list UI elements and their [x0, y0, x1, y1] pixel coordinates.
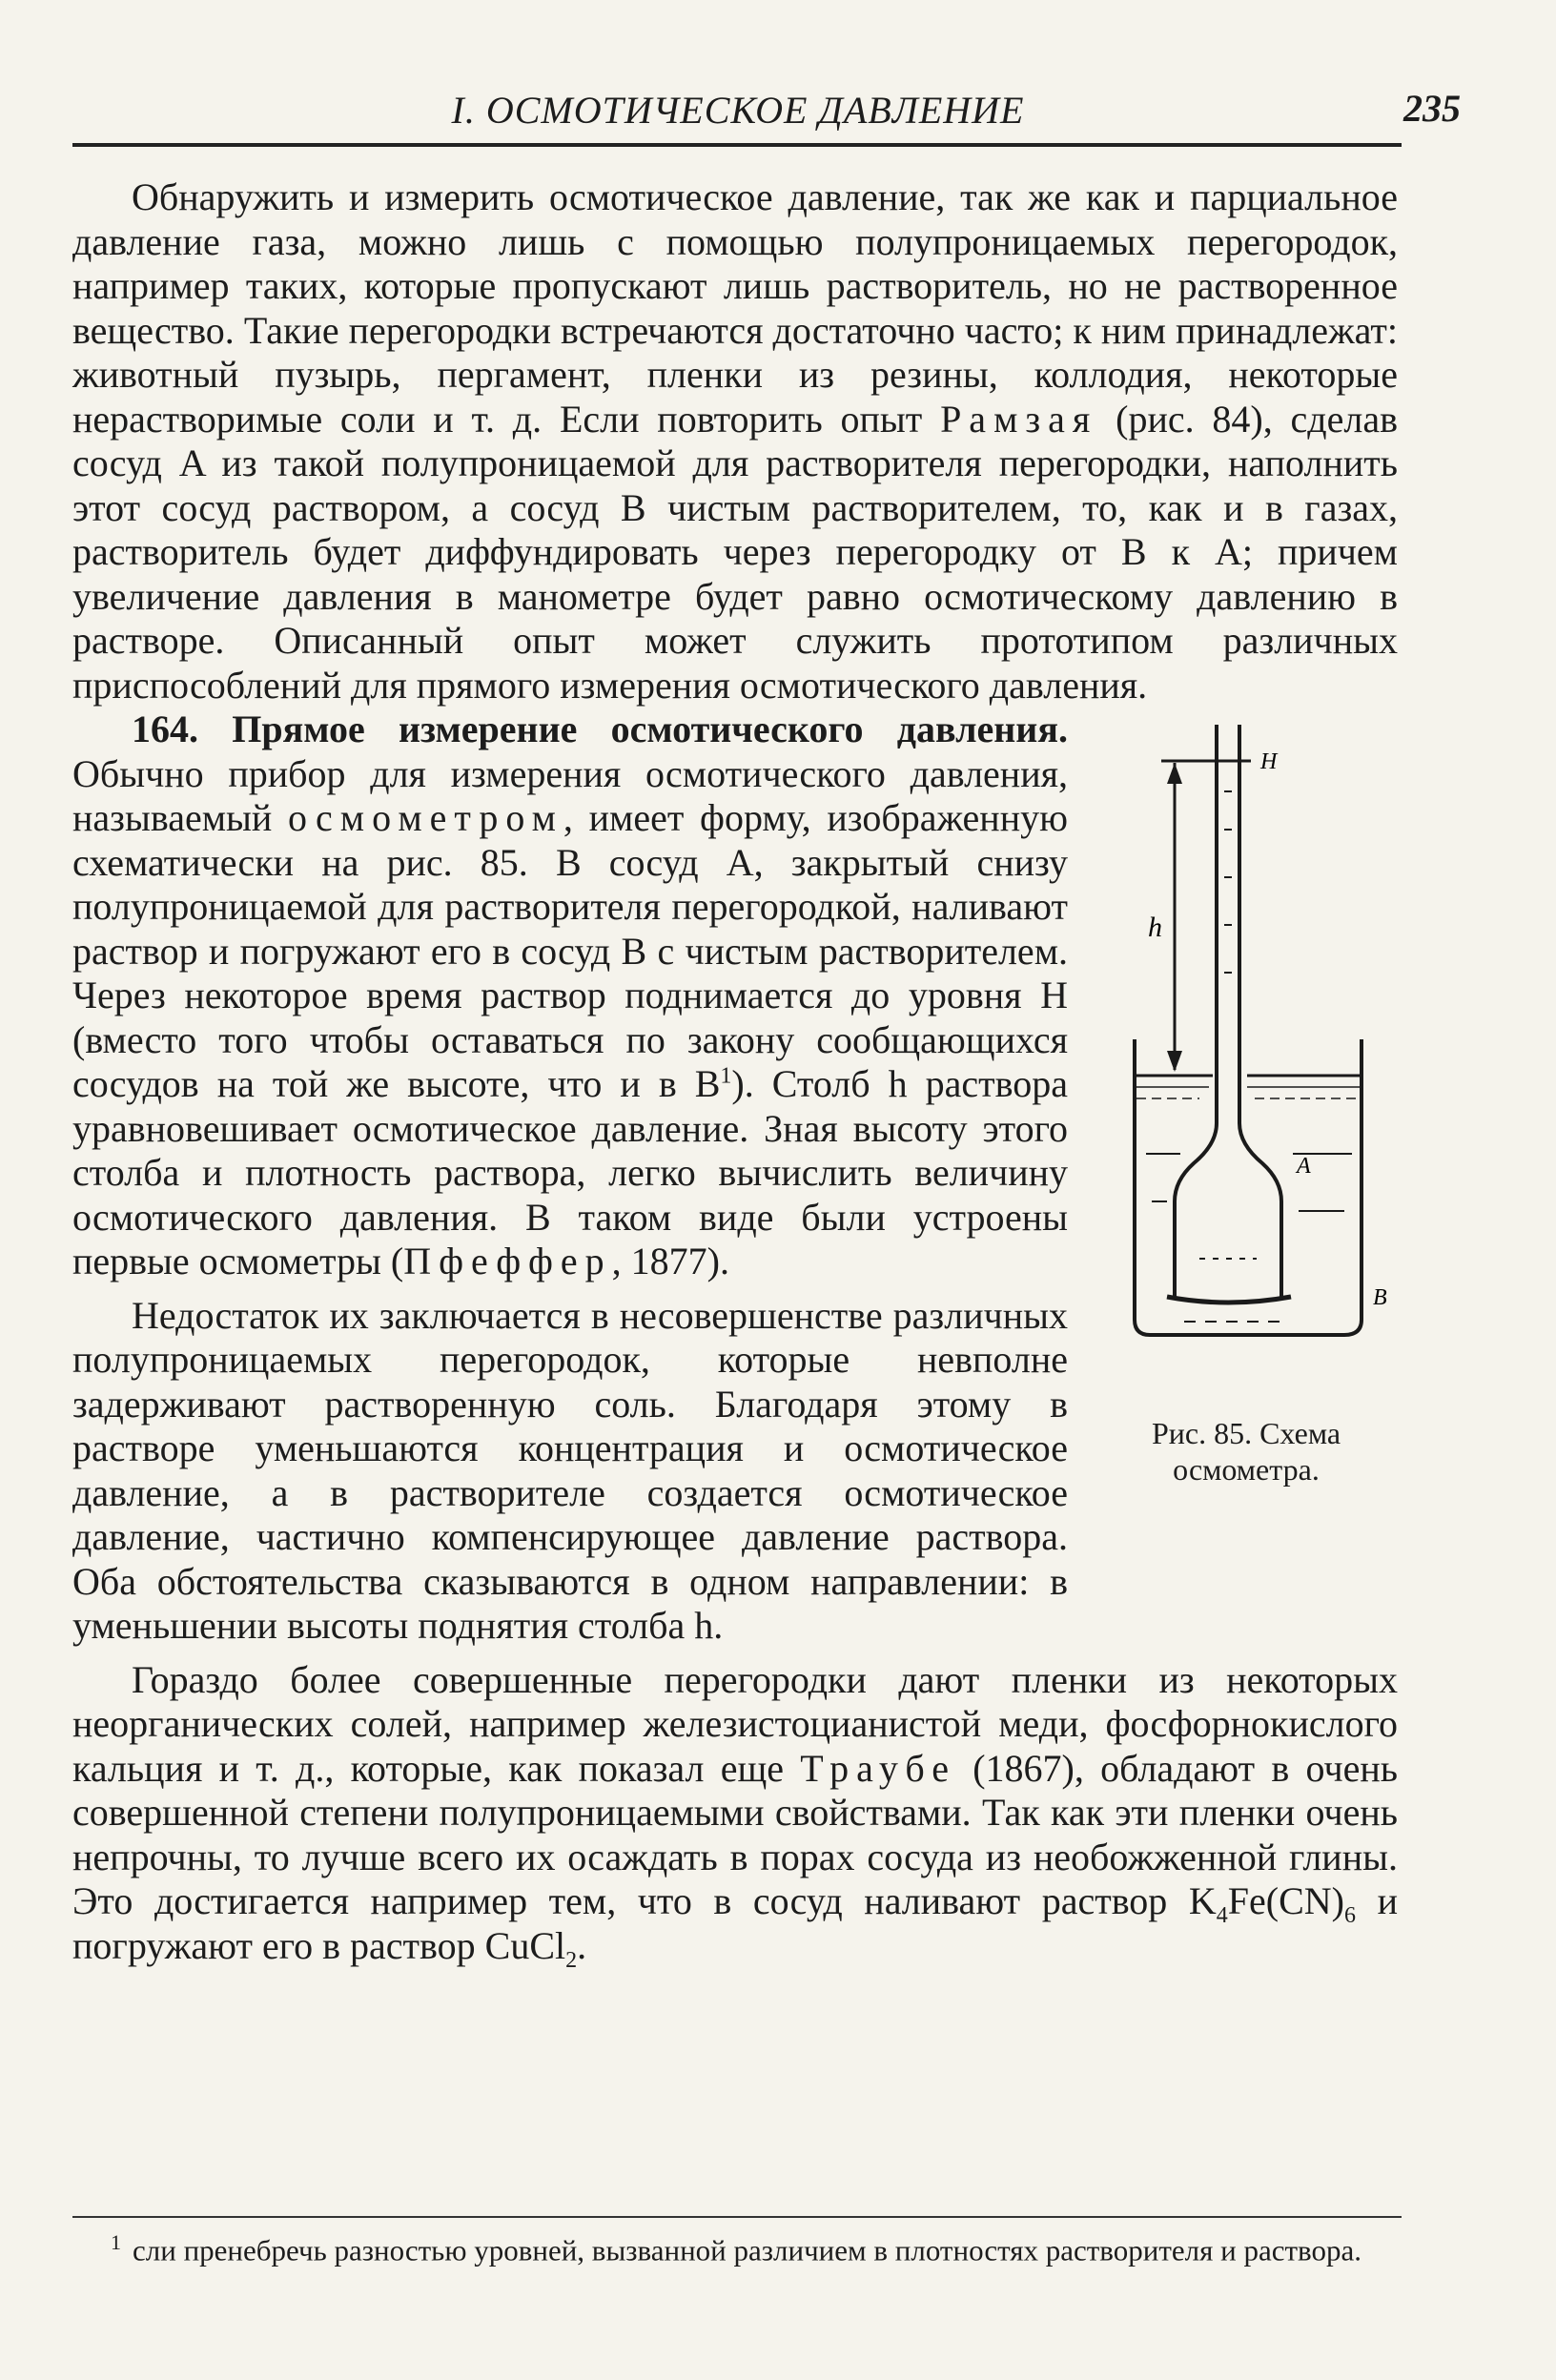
footnote-text: сли пренебречь разностью уровней, вызванной различием в плотностях растворителя и раствора. — [133, 2233, 1362, 2267]
label-A: A — [1297, 1154, 1311, 1179]
paragraph-2-text-c: ). Столб h раствора уравновешивает осмотическое давление. Зная высоту этого столба и плотность раствора, легко вычислить величину осмотического давления. В таком виде были устроены первые осмометры ( — [72, 1062, 1068, 1282]
body-text — [72, 175, 1399, 1973]
h-arrow-up — [1167, 763, 1182, 784]
label-H: H — [1260, 749, 1278, 774]
paragraph-2-text-d: , 1877). — [611, 1240, 729, 1282]
paragraph-1 — [72, 175, 1398, 708]
footnote-rule — [72, 2216, 1402, 2218]
paragraph-1-text-a: Обнаружить и измерить осмотическое давление, так же как и парциальное давление газа, можно лишь с помощью полупроницаемых перегородок, например таких, которые пропускают лишь растворитель, но не растворенное вещество. Такие перегородки встречаются достаточно часто; к ним принадлежат: животный пузырь, пергамент, пленки из резины, коллодия, некоторые нерастворимые соли и т. д. Если повторить опыт — [72, 175, 1398, 441]
figure-caption: Рис. 85. Схема осмометра. — [1151, 1416, 1341, 1487]
page-number: 235 — [1403, 87, 1461, 130]
footnote-ref: 1 — [720, 1063, 732, 1089]
header-rule — [72, 143, 1402, 147]
paragraph-4-text-b: (1867), обладают в очень совершенной степени полупроницаемыми свойствами. Так как эти пленки очень непрочны, то лучше всего их осаждать в порах сосуда из необожженной глины. Это достигается например тем, что в сосуд наливают раствор K — [72, 1746, 1398, 1922]
author-traube: Траубе — [800, 1746, 956, 1790]
running-head — [72, 87, 1461, 145]
paragraph-1-text-b: (рис. 84), сделав сосуд A из такой полупроницаемой для растворителя перегородки, наполнить этот сосуд раствором, а сосуд B чистым растворителем, то, как и в газах, растворитель будет диффундировать через перегородку от B к A; причем увеличение давления в манометре будет равно осмотическому давлению в растворе. Описанный опыт может служить прототипом различных приспособлений для прямого измерения осмотического давления. — [72, 397, 1398, 707]
label-B: B — [1373, 1285, 1387, 1310]
h-arrow-down — [1167, 1051, 1182, 1072]
paragraph-4 — [72, 1657, 1399, 1973]
osmometer-diagram — [1095, 725, 1398, 1411]
paragraph-4-text-e: . — [577, 1923, 587, 1967]
author-pfeffer: Пфеффер — [403, 1240, 612, 1282]
formula-sub-2: 2 — [565, 1947, 578, 1973]
paragraph-2-text-b: , имеет форму, изображенную схематически на рис. 85. В сосуд A, закрытый снизу полупроницаемой для растворителя перегородкой, наливают раствор и погружают его в сосуд B с чистым растворителем. Через некоторое время раствор поднимается до уровня H (вместо того чтобы оставаться по закону сообщающихся сосудов на той же высоте, что и в B — [72, 796, 1069, 1105]
membrane — [1167, 1297, 1291, 1303]
section-heading-164: 164. Прямое измерение осмотического давления. — [132, 708, 1068, 750]
formula-sub-4: 4 — [1216, 1903, 1228, 1928]
paragraph-4-text-a: Гораздо более совершенные перегородки дают пленки из некоторых неорганических солей, например железистоцианистой меди, фосфорнокислого кальция и т. д., которые, как показал еще — [72, 1657, 1398, 1790]
vessel-a-outline — [1175, 725, 1217, 1299]
vessel-b-outline — [1135, 1039, 1362, 1335]
chapter-title: I. ОСМОТИЧЕСКОЕ ДАВЛЕНИЕ — [451, 89, 1025, 132]
author-ramsay: Рамзая — [940, 397, 1098, 441]
footnote — [72, 2224, 1398, 2269]
paragraph-4-text-c: Fe(CN) — [1227, 1879, 1345, 1922]
footnote-mark: 1 — [111, 2230, 121, 2254]
formula-sub-6: 6 — [1344, 1903, 1357, 1928]
paragraph-4-text-d: и погружают его в раствор CuCl — [72, 1879, 1399, 1967]
label-h: h — [1148, 912, 1162, 943]
paragraph-3: Недостаток их заключается в несовершенстве различных полупроницаемых перегородок, которые невполне задерживают растворенную соль. Благодаря этому в растворе уменьшаются концентрация и осмотическое давление, а в растворителе создается осмотическое давление, частично компенсирующее давление раствора. Оба обстоятельства сказываются в одном направлении: в уменьшении высоты поднятия столба h. — [72, 1293, 1068, 1647]
figure-85 — [1095, 725, 1398, 1590]
paragraph-2-text-a: Обычно прибор для измерения осмотического давления, называемый — [72, 751, 1068, 839]
term-osmometer: осмометром — [288, 796, 563, 839]
